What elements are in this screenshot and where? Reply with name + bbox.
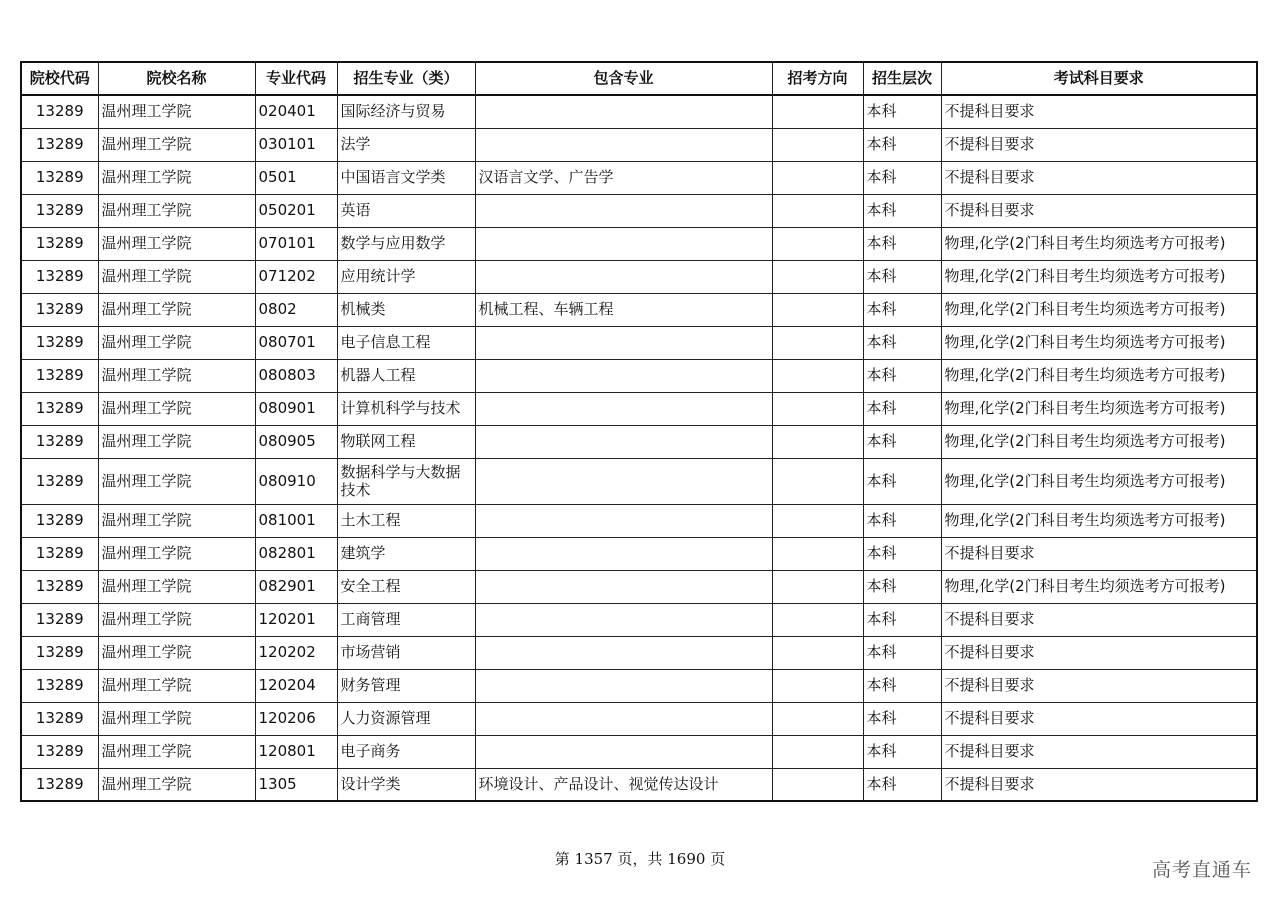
major-code-cell: 081001 (255, 504, 337, 537)
table-row (21, 425, 1257, 458)
direction-cell (772, 425, 863, 458)
school-code-cell: 13289 (21, 735, 98, 768)
school-name-cell: 温州理工学院 (98, 161, 255, 194)
subject-requirements-cell: 不提科目要求 (941, 161, 1257, 194)
table-row (21, 227, 1257, 260)
school-name-cell: 温州理工学院 (98, 458, 255, 504)
table-row (21, 570, 1257, 603)
major-cell: 电子商务 (337, 735, 475, 768)
table-row (21, 636, 1257, 669)
direction-cell (772, 636, 863, 669)
major-code-cell: 120206 (255, 702, 337, 735)
level-cell: 本科 (863, 425, 941, 458)
included-majors-cell (475, 359, 772, 392)
header-subject-requirements: 考试科目要求 (941, 62, 1257, 95)
major-cell: 中国语言文学类 (337, 161, 475, 194)
included-majors-cell: 汉语言文学、广告学 (475, 161, 772, 194)
header-school-name: 院校名称 (98, 62, 255, 95)
school-code-cell: 13289 (21, 458, 98, 504)
subject-requirements-cell: 不提科目要求 (941, 194, 1257, 227)
included-majors-cell (475, 669, 772, 702)
school-name-cell: 温州理工学院 (98, 537, 255, 570)
major-code-cell: 120202 (255, 636, 337, 669)
school-name-cell: 温州理工学院 (98, 260, 255, 293)
included-majors-cell (475, 636, 772, 669)
school-code-cell: 13289 (21, 702, 98, 735)
level-cell: 本科 (863, 260, 941, 293)
major-cell: 机器人工程 (337, 359, 475, 392)
table-row (21, 95, 1257, 128)
direction-cell (772, 504, 863, 537)
school-code-cell: 13289 (21, 359, 98, 392)
subject-requirements-cell: 不提科目要求 (941, 95, 1257, 128)
direction-cell (772, 326, 863, 359)
included-majors-cell (475, 392, 772, 425)
direction-cell (772, 293, 863, 326)
school-name-cell: 温州理工学院 (98, 570, 255, 603)
table-row (21, 260, 1257, 293)
included-majors-cell (475, 425, 772, 458)
table-row (21, 458, 1257, 504)
subject-requirements-cell: 不提科目要求 (941, 128, 1257, 161)
included-majors-cell (475, 227, 772, 260)
header-direction: 招考方向 (772, 62, 863, 95)
subject-requirements-cell: 物理,化学(2门科目考生均须选考方可报考) (941, 227, 1257, 260)
level-cell: 本科 (863, 161, 941, 194)
major-code-cell: 0501 (255, 161, 337, 194)
subject-requirements-cell: 物理,化学(2门科目考生均须选考方可报考) (941, 425, 1257, 458)
level-cell: 本科 (863, 458, 941, 504)
major-code-cell: 080905 (255, 425, 337, 458)
included-majors-cell (475, 458, 772, 504)
level-cell: 本科 (863, 227, 941, 260)
school-code-cell: 13289 (21, 293, 98, 326)
included-majors-cell (475, 735, 772, 768)
level-cell: 本科 (863, 392, 941, 425)
major-code-cell: 080803 (255, 359, 337, 392)
subject-requirements-cell: 物理,化学(2门科目考生均须选考方可报考) (941, 570, 1257, 603)
subject-requirements-cell: 不提科目要求 (941, 603, 1257, 636)
level-cell: 本科 (863, 669, 941, 702)
level-cell: 本科 (863, 128, 941, 161)
included-majors-cell (475, 326, 772, 359)
school-code-cell: 13289 (21, 95, 98, 128)
included-majors-cell (475, 603, 772, 636)
direction-cell (772, 735, 863, 768)
level-cell: 本科 (863, 504, 941, 537)
level-cell: 本科 (863, 326, 941, 359)
school-code-cell: 13289 (21, 194, 98, 227)
major-cell: 建筑学 (337, 537, 475, 570)
school-code-cell: 13289 (21, 392, 98, 425)
level-cell: 本科 (863, 570, 941, 603)
direction-cell (772, 768, 863, 801)
direction-cell (772, 392, 863, 425)
level-cell: 本科 (863, 702, 941, 735)
major-code-cell: 120204 (255, 669, 337, 702)
major-code-cell: 071202 (255, 260, 337, 293)
table-row (21, 161, 1257, 194)
major-cell: 安全工程 (337, 570, 475, 603)
subject-requirements-cell: 物理,化学(2门科目考生均须选考方可报考) (941, 504, 1257, 537)
major-cell: 数据科学与大数据技术 (337, 458, 475, 504)
table-body (21, 95, 1257, 801)
header-major: 招生专业（类） (337, 62, 475, 95)
direction-cell (772, 161, 863, 194)
school-name-cell: 温州理工学院 (98, 359, 255, 392)
major-cell: 设计学类 (337, 768, 475, 801)
direction-cell (772, 702, 863, 735)
subject-requirements-cell: 不提科目要求 (941, 768, 1257, 801)
school-name-cell: 温州理工学院 (98, 95, 255, 128)
watermark-logo: 高考直通车 (1151, 859, 1252, 881)
major-cell: 计算机科学与技术 (337, 392, 475, 425)
table-row (21, 128, 1257, 161)
major-code-cell: 050201 (255, 194, 337, 227)
included-majors-cell (475, 260, 772, 293)
school-code-cell: 13289 (21, 537, 98, 570)
school-name-cell: 温州理工学院 (98, 227, 255, 260)
header-level: 招生层次 (863, 62, 941, 95)
level-cell: 本科 (863, 95, 941, 128)
school-code-cell: 13289 (21, 636, 98, 669)
major-cell: 英语 (337, 194, 475, 227)
included-majors-cell (475, 95, 772, 128)
school-name-cell: 温州理工学院 (98, 735, 255, 768)
direction-cell (772, 227, 863, 260)
major-cell: 工商管理 (337, 603, 475, 636)
table-row (21, 768, 1257, 801)
direction-cell (772, 194, 863, 227)
table-row (21, 735, 1257, 768)
admission-table (20, 61, 1258, 802)
included-majors-cell (475, 128, 772, 161)
direction-cell (772, 128, 863, 161)
table-header (21, 62, 1257, 95)
school-name-cell: 温州理工学院 (98, 326, 255, 359)
direction-cell (772, 260, 863, 293)
school-code-cell: 13289 (21, 260, 98, 293)
subject-requirements-cell: 不提科目要求 (941, 735, 1257, 768)
direction-cell (772, 537, 863, 570)
school-name-cell: 温州理工学院 (98, 504, 255, 537)
major-code-cell: 080910 (255, 458, 337, 504)
table-row (21, 293, 1257, 326)
subject-requirements-cell: 不提科目要求 (941, 702, 1257, 735)
major-cell: 物联网工程 (337, 425, 475, 458)
table-row (21, 537, 1257, 570)
subject-requirements-cell: 不提科目要求 (941, 537, 1257, 570)
school-code-cell: 13289 (21, 227, 98, 260)
included-majors-cell (475, 537, 772, 570)
level-cell: 本科 (863, 603, 941, 636)
school-name-cell: 温州理工学院 (98, 293, 255, 326)
school-name-cell: 温州理工学院 (98, 702, 255, 735)
level-cell: 本科 (863, 636, 941, 669)
table-row (21, 504, 1257, 537)
page-number: 第 1357 页，共 1690 页 (554, 850, 726, 868)
included-majors-cell (475, 194, 772, 227)
school-code-cell: 13289 (21, 669, 98, 702)
table-row (21, 702, 1257, 735)
major-cell: 人力资源管理 (337, 702, 475, 735)
direction-cell (772, 458, 863, 504)
header-row (21, 62, 1257, 95)
included-majors-cell: 机械工程、车辆工程 (475, 293, 772, 326)
school-code-cell: 13289 (21, 326, 98, 359)
school-code-cell: 13289 (21, 425, 98, 458)
included-majors-cell (475, 570, 772, 603)
level-cell: 本科 (863, 359, 941, 392)
major-cell: 法学 (337, 128, 475, 161)
school-code-cell: 13289 (21, 570, 98, 603)
header-school-code: 院校代码 (21, 62, 98, 95)
table-row (21, 359, 1257, 392)
major-code-cell: 082901 (255, 570, 337, 603)
school-name-cell: 温州理工学院 (98, 392, 255, 425)
included-majors-cell (475, 504, 772, 537)
school-name-cell: 温州理工学院 (98, 768, 255, 801)
school-name-cell: 温州理工学院 (98, 194, 255, 227)
school-code-cell: 13289 (21, 161, 98, 194)
major-cell: 财务管理 (337, 669, 475, 702)
direction-cell (772, 603, 863, 636)
major-cell: 土木工程 (337, 504, 475, 537)
level-cell: 本科 (863, 537, 941, 570)
major-cell: 国际经济与贸易 (337, 95, 475, 128)
major-cell: 数学与应用数学 (337, 227, 475, 260)
school-code-cell: 13289 (21, 128, 98, 161)
major-cell: 应用统计学 (337, 260, 475, 293)
level-cell: 本科 (863, 194, 941, 227)
major-code-cell: 070101 (255, 227, 337, 260)
subject-requirements-cell: 物理,化学(2门科目考生均须选考方可报考) (941, 260, 1257, 293)
major-cell: 市场营销 (337, 636, 475, 669)
subject-requirements-cell: 不提科目要求 (941, 636, 1257, 669)
subject-requirements-cell: 物理,化学(2门科目考生均须选考方可报考) (941, 326, 1257, 359)
school-name-cell: 温州理工学院 (98, 603, 255, 636)
direction-cell (772, 95, 863, 128)
school-code-cell: 13289 (21, 504, 98, 537)
table-row (21, 392, 1257, 425)
level-cell: 本科 (863, 768, 941, 801)
subject-requirements-cell: 物理,化学(2门科目考生均须选考方可报考) (941, 359, 1257, 392)
major-code-cell: 020401 (255, 95, 337, 128)
direction-cell (772, 570, 863, 603)
table-row (21, 326, 1257, 359)
subject-requirements-cell: 不提科目要求 (941, 669, 1257, 702)
header-included-majors: 包含专业 (475, 62, 772, 95)
subject-requirements-cell: 物理,化学(2门科目考生均须选考方可报考) (941, 392, 1257, 425)
header-major-code: 专业代码 (255, 62, 337, 95)
school-code-cell: 13289 (21, 603, 98, 636)
table-row (21, 669, 1257, 702)
included-majors-cell (475, 702, 772, 735)
school-name-cell: 温州理工学院 (98, 128, 255, 161)
table-row (21, 194, 1257, 227)
level-cell: 本科 (863, 293, 941, 326)
direction-cell (772, 359, 863, 392)
school-name-cell: 温州理工学院 (98, 636, 255, 669)
subject-requirements-cell: 物理,化学(2门科目考生均须选考方可报考) (941, 458, 1257, 504)
major-code-cell: 082801 (255, 537, 337, 570)
major-code-cell: 030101 (255, 128, 337, 161)
major-code-cell: 120801 (255, 735, 337, 768)
school-code-cell: 13289 (21, 768, 98, 801)
direction-cell (772, 669, 863, 702)
major-cell: 电子信息工程 (337, 326, 475, 359)
major-code-cell: 0802 (255, 293, 337, 326)
school-name-cell: 温州理工学院 (98, 669, 255, 702)
major-code-cell: 120201 (255, 603, 337, 636)
major-code-cell: 1305 (255, 768, 337, 801)
major-code-cell: 080701 (255, 326, 337, 359)
school-name-cell: 温州理工学院 (98, 425, 255, 458)
included-majors-cell: 环境设计、产品设计、视觉传达设计 (475, 768, 772, 801)
major-cell: 机械类 (337, 293, 475, 326)
subject-requirements-cell: 物理,化学(2门科目考生均须选考方可报考) (941, 293, 1257, 326)
level-cell: 本科 (863, 735, 941, 768)
table-row (21, 603, 1257, 636)
major-code-cell: 080901 (255, 392, 337, 425)
